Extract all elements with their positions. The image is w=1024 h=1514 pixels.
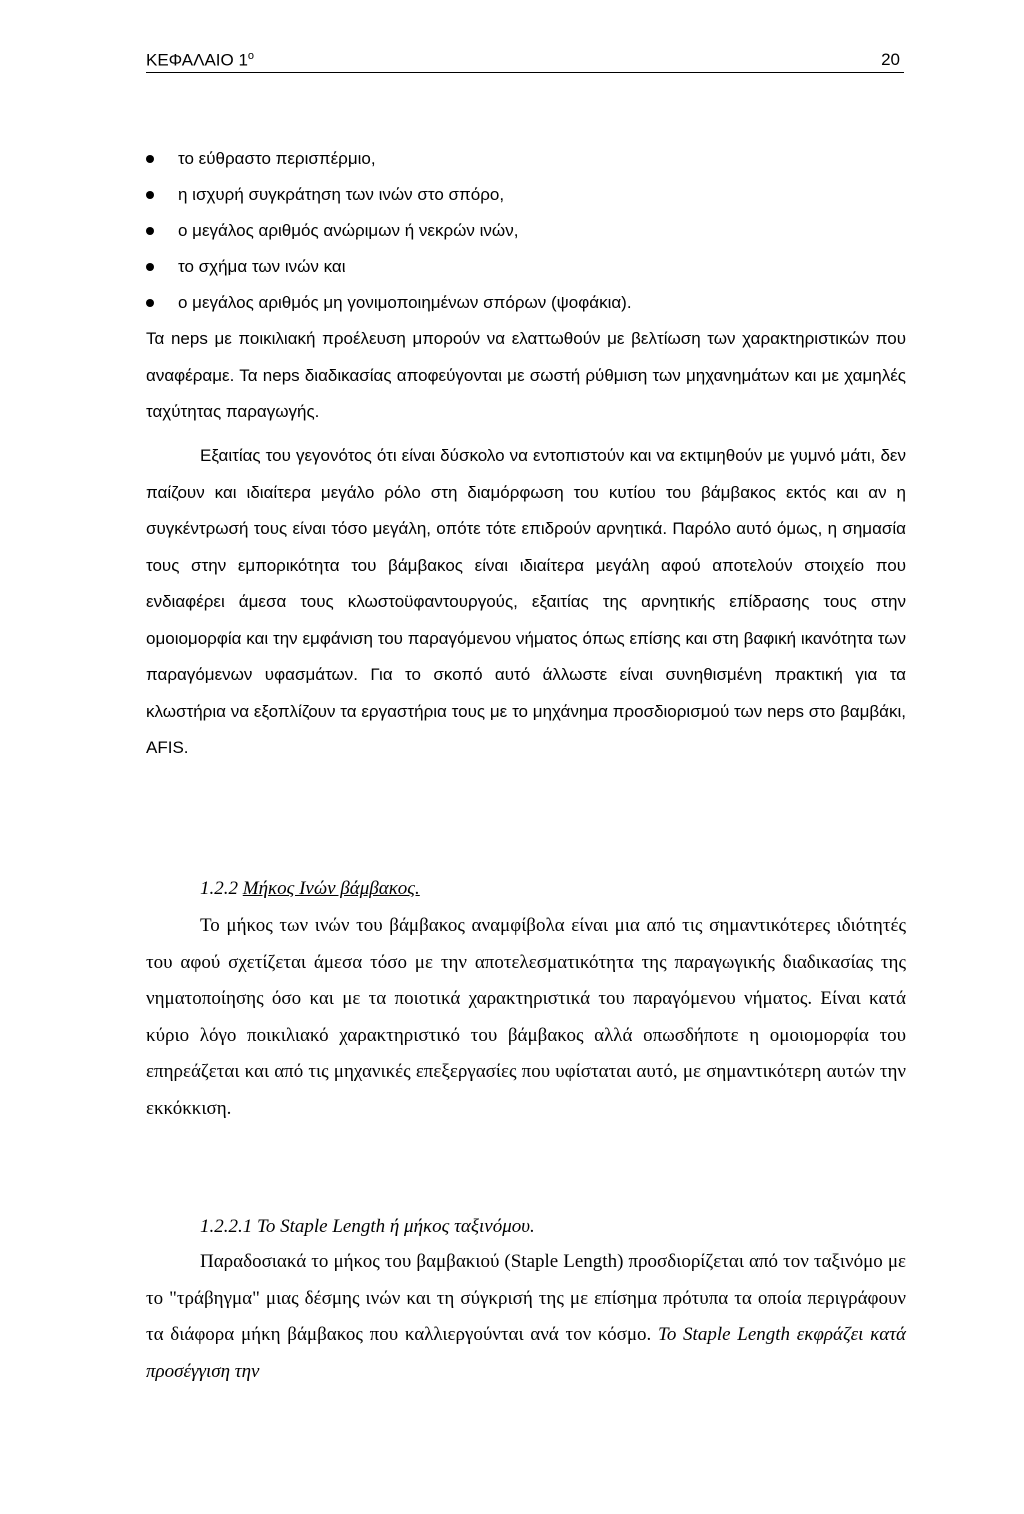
paragraph-staple-length bbox=[146, 1244, 906, 1390]
chapter-label bbox=[146, 50, 254, 71]
paragraph-neps-importance: Εξαιτίας του γεγονότος ότι είναι δύσκολο να εντοπιστούν και να εκτιμηθούν με γυμνό μάτι, δεν παίζουν και ιδιαίτερα μεγάλο ρόλο στη διαμόρφωση του κυτίου του βάμβακος εκτός και αν η συγκέντρωσή τους είναι τόσο μεγάλη, οπότε τότε επιδρούν αρνητικά. Παρόλο αυτό όμως, η σημασία τους στην εμπορικότητα του βάμβακος είναι ιδιαίτερα μεγάλη αφού αποτελούν στοιχείο που ενδιαφέρει άμεσα τους κλωστοϋφαντουργούς, εξαιτίας της αρνητικής επίδρασης τους στην ομοιομορφία και την εμφάνιση του παραγόμενου νήματος όπως επίσης και στη βαφική ικανότητα των παραγόμενων υφασμάτων. Για το σκοπό αυτό άλλωστε είναι συνηθισμένη πρακτική για τα κλωστήρια να εξοπλίζουν τα εργαστήρια τους με το μηχάνημα προσδιορισμού των neps στο βαμβάκι, AFIS. bbox=[146, 446, 906, 757]
list-item bbox=[146, 213, 906, 249]
list-item-text: το εύθραστο περισπέρμιο, bbox=[178, 149, 376, 168]
subsection-heading-staple-length: 1.2.2.1 Το Staple Length ή μήκος ταξινόμου. bbox=[200, 1216, 535, 1237]
bullet-icon bbox=[146, 299, 154, 307]
list-item bbox=[146, 249, 906, 285]
bullet-icon bbox=[146, 155, 154, 163]
section-title: Μήκος Ινών βάμβακος. bbox=[242, 878, 420, 899]
bullet-icon bbox=[146, 191, 154, 199]
section-heading-fiber-length bbox=[200, 878, 420, 900]
list-item-text: το σχήμα των ινών και bbox=[178, 257, 346, 276]
list-item-text: ο μεγάλος αριθμός ανώριμων ή νεκρών ινών, bbox=[178, 221, 519, 240]
page-header bbox=[146, 50, 904, 73]
bullet-icon bbox=[146, 227, 154, 235]
list-item bbox=[146, 285, 906, 321]
list-item-text: η ισχυρή συγκράτηση των ινών στο σπόρο, bbox=[178, 185, 505, 204]
chapter-text: ΚΕΦΑΛΑΙΟ 1 bbox=[146, 50, 248, 70]
page-number: 20 bbox=[881, 50, 900, 69]
list-item bbox=[146, 141, 906, 177]
chapter-superscript: ο bbox=[247, 50, 255, 62]
paragraph-fiber-length: Το μήκος των ινών του βάμβακος αναμφίβολα είναι μια από τις σημαντικότερες ιδιότητές του αφού σχετίζεται άμεσα τόσο με την αποτελεσματικότητα της παραγωγικής διαδικασίας της νηματοποίησης όσο και με τα ποιοτικά χαρακτηριστικά του παραγόμενου νήματος. Είναι κατά κύριο λόγο ποικιλιακό χαρακτηριστικό του βάμβακος αλλά οπωσδήποτε η ομοιομορφία του επηρεάζεται και από τις μηχανικές επεξεργασίες που υφίσταται αυτό, με σημαντικότερη αυτών την εκκόκκιση. bbox=[146, 915, 906, 1119]
paragraph-text: Παραδοσιακά το μήκος του βαμβακιού (Staple Length) προσδιορίζεται από τον ταξινόμο με το "τράβηγμα" μιας δέσμης ινών και τη σύγκρισή της με επίσημα πρότυπα τα οποία περιγράφουν τα διάφορα μήκη βάμβακος που καλλιεργούνται ανά τον κόσμο. bbox=[146, 1251, 906, 1345]
bullet-icon bbox=[146, 263, 154, 271]
bullet-list bbox=[146, 141, 906, 321]
paragraph-italic-text: Το Staple Length εκφράζει κατά προσέγγιση την bbox=[146, 1324, 906, 1382]
list-item bbox=[146, 177, 906, 213]
section-number: 1.2.2 bbox=[200, 878, 238, 899]
list-item-text: ο μεγάλος αριθμός μη γονιμοποιημένων σπόρων (ψοφάκια). bbox=[178, 293, 632, 312]
paragraph-neps-origin: Τα neps με ποικιλιακή προέλευση μπορούν να ελαττωθούν με βελτίωση των χαρακτηριστικών που αναφέραμε. Τα neps διαδικασίας αποφεύγονται με σωστή ρύθμιση των μηχανημάτων και με χαμηλές ταχύτητας παραγωγής. bbox=[146, 329, 906, 421]
